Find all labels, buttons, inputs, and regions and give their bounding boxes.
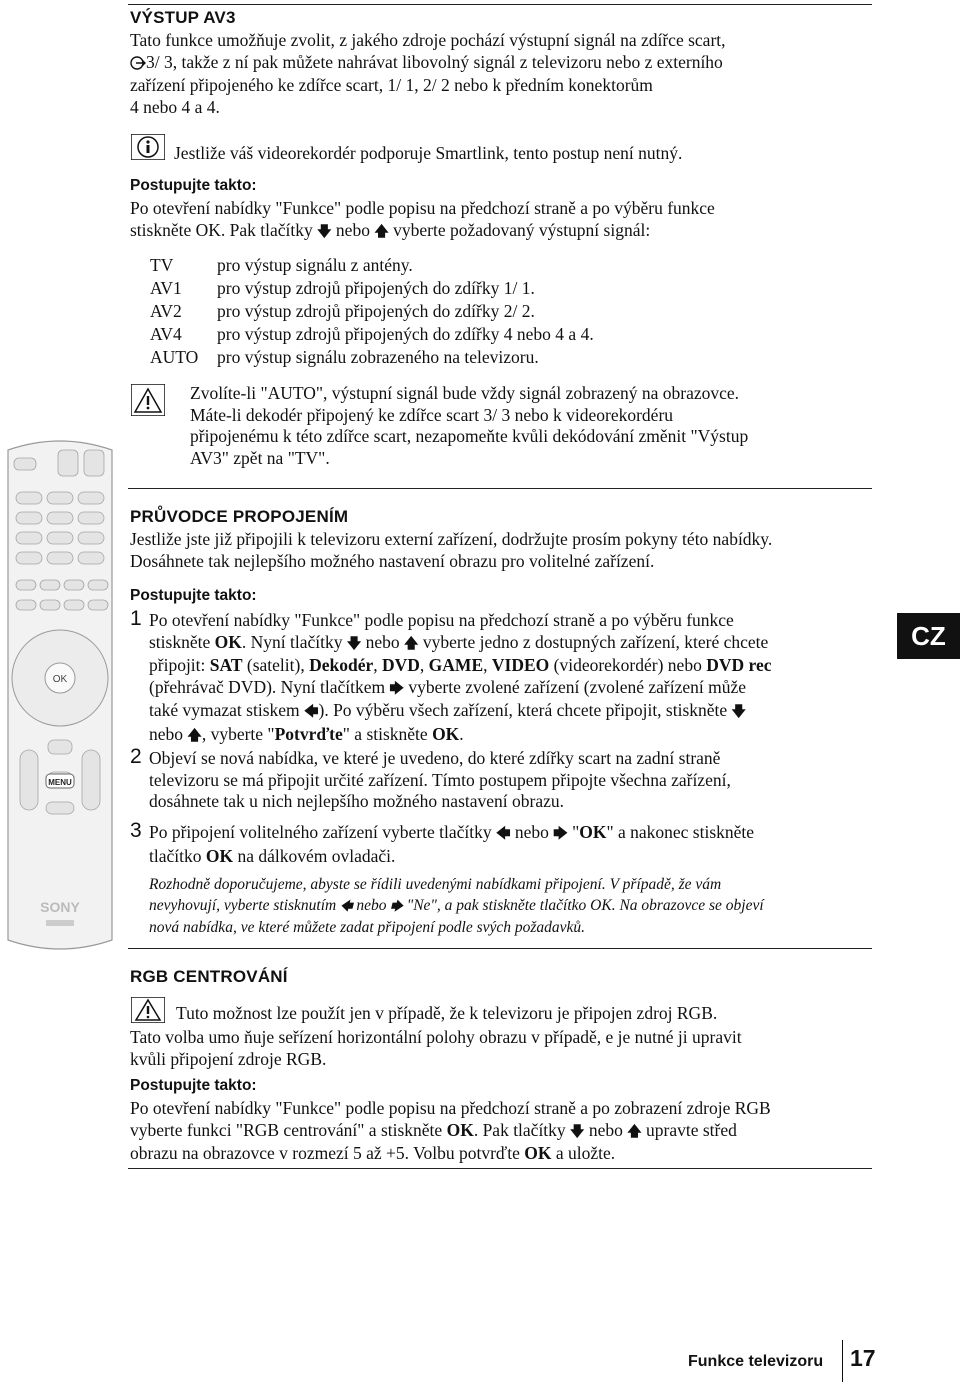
- italic-recommendation: [149, 874, 874, 938]
- rgb-p2d: upravte střed: [646, 1119, 737, 1140]
- s1-3d: ,: [419, 655, 429, 675]
- warning-icon: [131, 997, 165, 1023]
- option-text: pro výstup zdrojů připojených do zdířky: [217, 324, 500, 344]
- warning-line-3: připojenému k této zdířce scart, nezapomeňte kvůli dekódování změnit "Výstup: [190, 426, 749, 446]
- s1-potvrdte: Potvrďte: [274, 723, 343, 744]
- rgb-text-1: Tato volba umo ňuje seřízení horizontální polohy obrazu v případě, e je nutné ji upravit: [130, 1027, 742, 1047]
- step3-line-2: [149, 846, 874, 868]
- s1-3f: (videorekordér) nebo: [549, 655, 707, 675]
- option-suffix: 2/: [503, 301, 518, 321]
- rgb-p3a: obrazu na obrazovce v rozmezí 5 až +5. Volbu potvrďte: [130, 1143, 525, 1163]
- italic-line-2: [149, 895, 874, 917]
- page-number: 17: [850, 1345, 876, 1371]
- option-suffix3: 4.: [580, 324, 594, 344]
- info-icon: [131, 134, 165, 160]
- remote-menu-label: MENU: [48, 778, 72, 787]
- footer-label: Funkce televizoru: [688, 1353, 824, 1370]
- procedure-line-2b: nebo: [335, 219, 370, 240]
- down-arrow-icon: 🡇: [731, 704, 746, 720]
- rgb-p2a: vyberte funkci "RGB centrování" a stiskněte: [130, 1119, 447, 1140]
- warning-text: [190, 383, 875, 469]
- section3-bottom-rule: [128, 1168, 872, 1169]
- intro-line-1: Tato funkce umožňuje zvolit, z jakého zdroje pochází výstupní signál na zdířce scart,: [130, 30, 726, 50]
- s1-2a: stiskněte: [149, 631, 215, 652]
- option-av4: [150, 324, 594, 345]
- s1-video: VIDEO: [491, 655, 550, 675]
- step-3-text: [149, 822, 874, 867]
- rgb-p3b: a uložte.: [551, 1143, 616, 1163]
- section-heading-pruvodce: PRŮVODCE PROPOJENÍM: [130, 507, 349, 526]
- step1-line-5: [149, 700, 874, 724]
- s3-1b: nebo: [514, 822, 549, 842]
- up-arrow-icon: 🡅: [374, 223, 389, 240]
- s1-4b: vyberte zvolené zařízení (zvolené zařízení může: [408, 676, 747, 697]
- it-2a: nevyhovují, vyberte stisknutím: [149, 897, 337, 914]
- section-heading-vystup-av3: VÝSTUP AV3: [130, 8, 236, 27]
- option-suffix: 1/: [503, 278, 518, 298]
- s1-3c: ,: [373, 655, 382, 675]
- option-tv: [150, 255, 413, 276]
- s3-2a: tlačítko: [149, 845, 206, 866]
- s1-5a: také vymazat stiskem: [149, 700, 300, 720]
- s3-1d: " a nakonec stiskněte: [606, 822, 755, 842]
- intro-line-4: 4 nebo 4 a 4.: [130, 96, 220, 117]
- warning-line-2c: 3 nebo k videorekordéru: [501, 404, 674, 425]
- s1-5b: ). Po výběru všech zařízení, která chcete připojit, stiskněte: [318, 700, 728, 720]
- s1-game: GAME: [428, 655, 484, 675]
- down-arrow-icon: 🡇: [317, 223, 332, 240]
- rgb-p2: [130, 1120, 875, 1144]
- up-arrow-icon: 🡅: [627, 1123, 642, 1140]
- option-text: pro výstup signálu zobrazeného na televizoru.: [217, 347, 539, 367]
- s1-2e: vyberte jedno z dostupných zařízení, které chcete: [422, 631, 769, 652]
- rgb-text-2: kvůli připojení zdroje RGB.: [130, 1048, 327, 1069]
- step-2-number: 2: [130, 745, 142, 768]
- intro-line-2: [130, 52, 875, 76]
- option-suffix2: 2.: [521, 301, 535, 321]
- right-arrow-icon: 🡆: [390, 899, 403, 913]
- italic-line-3: nová nabídka, ve které můžete zadat připojení podle svých požadavků.: [149, 919, 586, 936]
- step-2-text: [149, 748, 874, 813]
- left-arrow-icon: 🡄: [495, 826, 511, 842]
- rgb-p2c: nebo: [588, 1119, 623, 1140]
- rgb-procedure-text: [130, 1098, 875, 1165]
- step1-line-2: [149, 632, 874, 656]
- warning-icon: [131, 384, 165, 416]
- procedure-label: Postupujte takto:: [130, 177, 257, 194]
- rgb-text: [130, 1027, 875, 1070]
- step2-line-1: Objeví se nová nabídka, ve které je uvedeno, do které zdířky scart na zadní straně: [149, 748, 721, 768]
- option-av1: [150, 278, 535, 299]
- s1-4a: (přehrávač DVD). Nyní tlačítkem: [149, 676, 386, 697]
- section2-intro-1: Jestliže jste již připojili k televizoru externí zařízení, dodržujte prosím pokyny této nabídky.: [130, 529, 773, 549]
- s1-6a: nebo: [149, 723, 184, 744]
- s1-ok: OK: [432, 723, 460, 744]
- step-3-number: 3: [130, 819, 142, 842]
- option-text: pro výstup zdrojů připojených do zdířky: [217, 301, 500, 321]
- up-arrow-icon: 🡅: [404, 635, 419, 652]
- rgb-procedure-label: Postupujte takto:: [130, 1077, 257, 1094]
- down-arrow-icon: 🡇: [346, 635, 362, 652]
- option-suffix: 4 nebo: [503, 324, 551, 344]
- s1-2c: . Nyní tlačítky: [241, 631, 343, 652]
- option-key: AUTO: [150, 347, 199, 367]
- s1-6c: " a stiskněte: [342, 723, 433, 744]
- option-key: TV: [150, 255, 174, 275]
- procedure-line-1: Po otevření nabídky "Funkce" podle popisu na předchozí straně a po výběru funkce: [130, 198, 715, 218]
- option-key: AV4: [150, 324, 182, 344]
- left-arrow-icon: 🡄: [340, 899, 353, 913]
- top-rule: [128, 4, 872, 5]
- down-arrow-icon: 🡇: [570, 1123, 585, 1140]
- it-2b: nebo: [356, 897, 387, 914]
- scart-out-icon: [130, 54, 146, 76]
- option-suffix2: 4 a: [555, 324, 577, 344]
- option-key: AV2: [150, 301, 182, 321]
- info-note-text: Jestliže váš videorekordér podporuje Smartlink, tento postup není nutný.: [174, 143, 683, 163]
- it-2c: "Ne", a pak stiskněte tlačítko OK. Na obrazovce se objeví: [406, 897, 764, 914]
- warning-line-1: Zvolíte-li "AUTO", výstupní signál bude vždy signál zobrazený na obrazovce.: [190, 383, 740, 403]
- step-1-number: 1: [130, 607, 142, 630]
- section2-intro: [130, 529, 875, 572]
- s1-6b: , vyberte ": [201, 723, 275, 744]
- rgb-p2b: . Pak tlačítky: [473, 1119, 566, 1140]
- step1-line-3: [149, 655, 874, 677]
- s1-6d: .: [459, 723, 464, 744]
- option-key: AV1: [150, 278, 182, 298]
- rgb-p3: [130, 1143, 875, 1165]
- s1-3e: ,: [483, 655, 492, 675]
- step3-line-1: [149, 822, 874, 846]
- s1-2d: nebo: [365, 631, 400, 652]
- section2-procedure-label: Postupujte takto:: [130, 587, 257, 604]
- footer-divider: [842, 1340, 843, 1382]
- option-text: pro výstup zdrojů připojených do zdířky: [217, 278, 500, 298]
- right-arrow-icon: 🡆: [389, 680, 404, 697]
- warning-line-2: [190, 405, 875, 427]
- s1-2b: OK: [214, 631, 242, 652]
- s1-3a: připojit:: [149, 655, 210, 675]
- step-1-text: [149, 610, 874, 747]
- step1-line-6: [149, 724, 874, 748]
- section2-rule: [128, 488, 872, 489]
- intro-line-2-text: 3/ 3, takže z ní pak můžete nahrávat libovolný signál z televizoru nebo z externího: [146, 51, 723, 72]
- s3-ok2: OK: [205, 845, 234, 866]
- italic-line-1: Rozhodně doporučujeme, abyste se řídili uvedenými nabídkami připojení. V případě, že vám: [149, 876, 722, 893]
- remote-ok-label: OK: [52, 674, 68, 685]
- option-suffix2: 1.: [521, 278, 535, 298]
- option-av2: [150, 301, 535, 322]
- rgb-ok2: OK: [524, 1143, 552, 1163]
- step1-line-4: [149, 677, 874, 701]
- option-text: pro výstup signálu z antény.: [217, 255, 413, 275]
- left-arrow-icon: 🡄: [304, 704, 319, 720]
- intro-line-3: zařízení připojeného ke zdířce scart, 1/ 1, 2/ 2 nebo k předním konektorům: [130, 75, 653, 95]
- procedure-line-2c: vyberte požadovaný výstupní signál:: [393, 219, 651, 240]
- rgb-note: Tuto možnost lze použít jen v případě, že k televizoru je připojen zdroj RGB.: [176, 1003, 718, 1023]
- s3-ok1: OK: [579, 822, 607, 842]
- section1-intro: [130, 30, 875, 118]
- s3-1c: ": [572, 822, 580, 842]
- procedure-line-2a: stiskněte OK. Pak tlačítky: [130, 219, 313, 240]
- s3-2b: na dálkovém ovladači.: [233, 845, 396, 866]
- step1-line-1: Po otevření nabídky "Funkce" podle popisu na předchozí straně a po výběru funkce: [149, 610, 734, 630]
- s1-dvdrec: DVD rec: [706, 655, 772, 675]
- warning-line-2b: 3/: [483, 404, 498, 425]
- procedure-text: [130, 198, 875, 243]
- s1-3b: (satelit),: [242, 655, 310, 675]
- right-arrow-icon: 🡆: [553, 826, 568, 842]
- warning-line-4: AV3" zpět na "TV".: [190, 447, 330, 468]
- rgb-p1: Po otevření nabídky "Funkce" podle popisu na předchozí straně a po zobrazení zdroje RGB: [130, 1098, 771, 1118]
- warning-line-2a: Máte-li dekodér připojený ke zdířce scart: [190, 404, 480, 425]
- option-auto: [150, 347, 539, 368]
- s1-dek: Dekodér: [309, 655, 374, 675]
- up-arrow-icon: 🡅: [187, 727, 202, 744]
- s1-sat: SAT: [209, 655, 243, 675]
- section-heading-rgb: RGB CENTROVÁNÍ: [130, 967, 288, 986]
- procedure-line-2: [130, 220, 875, 244]
- s1-dvd: DVD: [382, 655, 420, 675]
- section3-rule: [128, 948, 872, 949]
- language-tab: CZ: [897, 613, 960, 659]
- section2-intro-2: Dosáhnete tak nejlepšího možného nastavení obrazu pro volitelné zařízení.: [130, 550, 655, 571]
- remote-brand: SONY: [40, 899, 80, 915]
- step2-line-2: televizoru se má připojit určité zařízení. Tímto postupem připojte všechna zařízení,: [149, 769, 731, 790]
- step2-line-3: dosáhnete tak u nich nejlepšího možného nastavení obrazu.: [149, 791, 565, 811]
- s3-1a: Po připojení volitelného zařízení vyberte tlačítky: [149, 822, 492, 842]
- rgb-ok1: OK: [446, 1119, 474, 1140]
- remote-control-illustration: [0, 440, 120, 960]
